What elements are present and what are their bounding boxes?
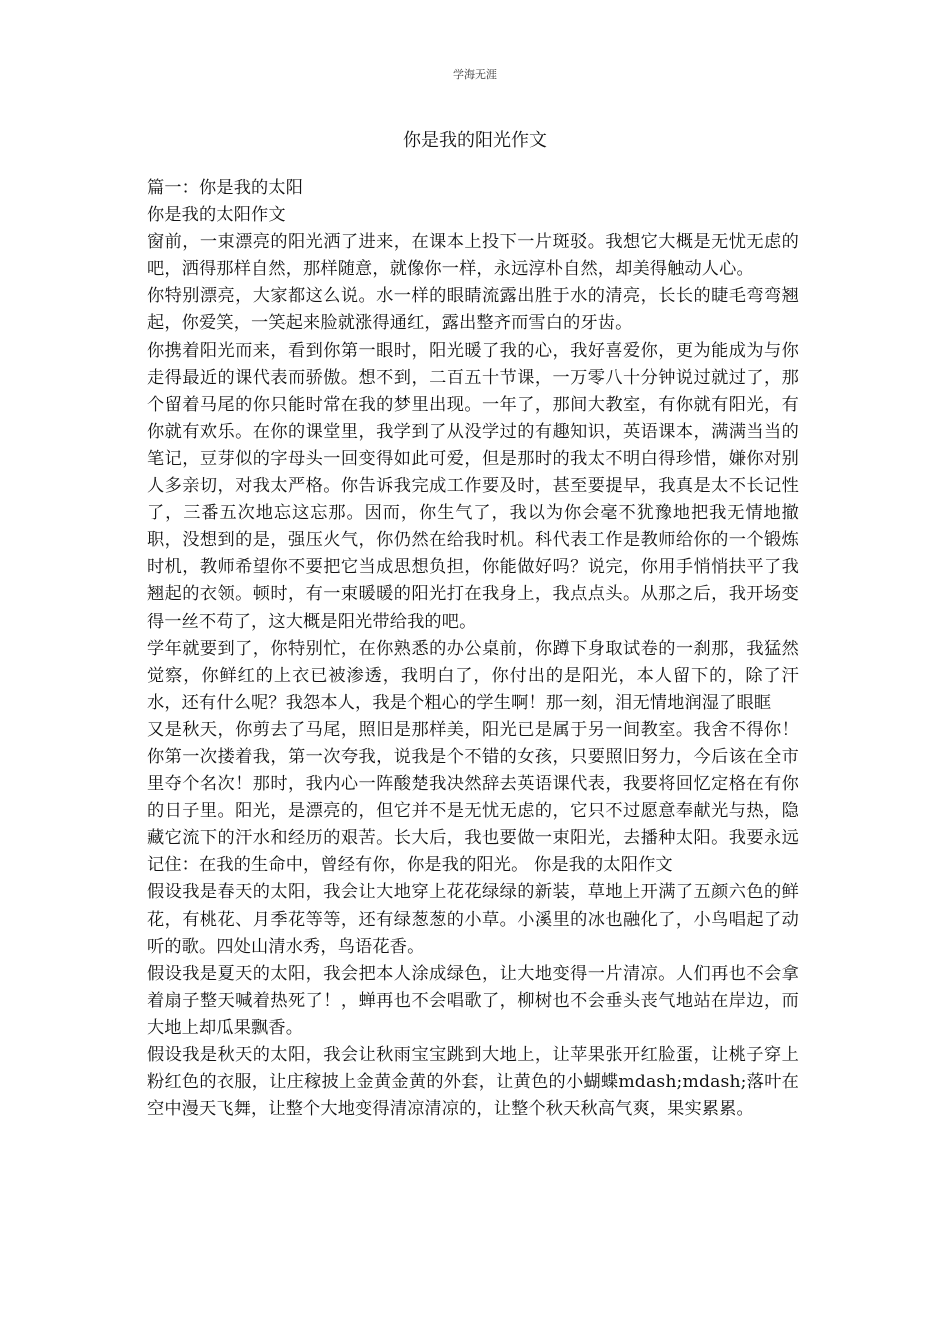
- section-heading: 篇一：你是我的太阳: [147, 178, 304, 198]
- body-paragraph: 假设我是夏天的太阳，我会把本人涂成绿色，让大地变得一片清凉。人们再也不会拿着扇子整天喊着热死了！，蝉再也不会唱歌了，柳树也不会垂头丧气地站在岸边，而大地上却瓜果飘香。: [147, 963, 799, 1038]
- body-paragraph: 你携着阳光而来，看到你第一眼时，阳光暖了我的心，我好喜爱你，更为能成为与你走得最近的课代表而骄傲。想不到，二百五十节课，一万零八十分钟说过就过了，那个留着马尾的你只能时常在我的梦里出现。一年了，那间大教室，有你就有阳光，有你就有欢乐。在你的课堂里，我学到了从没学过的有趣知识，英语课本，满满当当的笔记，豆芽似的字母头一回变得如此可爱，但是那时的我太不明白得珍惜，嫌你对别人多亲切，对我太严格。你告诉我完成工作要及时，甚至要提早，我真是太不长记性了，三番五次地忘这忘那。因而，你生气了，我以为你会毫不犹豫地把我无情地撤职，没想到的是，强压火气，你仍然在给我时机。科代表工作是教师给你的一个锻炼时机，教师希望你不要把它当成思想负担，你能做好吗？说完，你用手悄悄扶平了我翘起的衣领。顿时，有一束暖暖的阳光打在我身上，我点点头。从那之后，我开场变得一丝不苟了，这大概是阳光带给我的吧。: [147, 340, 799, 632]
- document-title: 你是我的阳光作文: [403, 130, 547, 151]
- body-paragraph: 窗前，一束漂亮的阳光洒了进来，在课本上投下一片斑驳。我想它大概是无忧无虑的吧，洒得那样自然，那样随意，就像你一样，永远淳朴自然，却美得触动人心。: [147, 232, 799, 280]
- body-paragraph: 学年就要到了，你特别忙，在你熟悉的办公桌前，你蹲下身取试卷的一刹那，我猛然觉察，你鲜红的上衣已被渗透，我明白了，你付出的是阳光，本人留下的，除了汗水，还有什么呢？我怨本人，我是个粗心的学生啊！那一刻，泪无情地润湿了眼眶: [147, 638, 799, 713]
- essay-subtitle: 你是我的太阳作文: [147, 205, 286, 226]
- running-header: 学海无涯: [453, 68, 497, 81]
- document-body: [147, 175, 799, 1123]
- body-paragraph: 假设我是春天的太阳，我会让大地穿上花花绿绿的新装，草地上开满了五颜六色的鲜花，有桃花、月季花等等，还有绿葱葱的小草。小溪里的冰也融化了，小鸟唱起了动听的歌。四处山清水秀，鸟语花香。: [147, 882, 799, 957]
- body-paragraph: 又是秋天，你剪去了马尾，照旧是那样美，阳光已是属于另一间教室。我舍不得你！你第一次搂着我，第一次夸我，说我是个不错的女孩，只要照旧努力，今后该在全市里夺个名次！那时，我内心一阵酸楚我决然辞去英语课代表，我要将回忆定格在有你的日子里。阳光，是漂亮的，但它并不是无忧无虑的，它只不过愿意奉献光与热，隐藏它流下的汗水和经历的艰苦。长大后，我也要做一束阳光，去播种太阳。我要永远记住：在我的生命中，曾经有你，你是我的阳光。 你是我的太阳作文: [147, 719, 799, 876]
- body-paragraph: 你特别漂亮，大家都这么说。水一样的眼睛流露出胜于水的清亮，长长的睫毛弯弯翘起，你爱笑，一笑起来脸就涨得通红，露出整齐而雪白的牙齿。: [147, 286, 799, 334]
- body-paragraph: 假设我是秋天的太阳，我会让秋雨宝宝跳到大地上，让苹果张开红脸蛋，让桃子穿上粉红色的衣服，让庄稼披上金黄金黄的外套，让黄色的小蝴蝶mdash;mdash;落叶在空中漫天飞舞，让整个大地变得清凉清凉的，让整个秋天秋高气爽，果实累累。: [147, 1045, 799, 1120]
